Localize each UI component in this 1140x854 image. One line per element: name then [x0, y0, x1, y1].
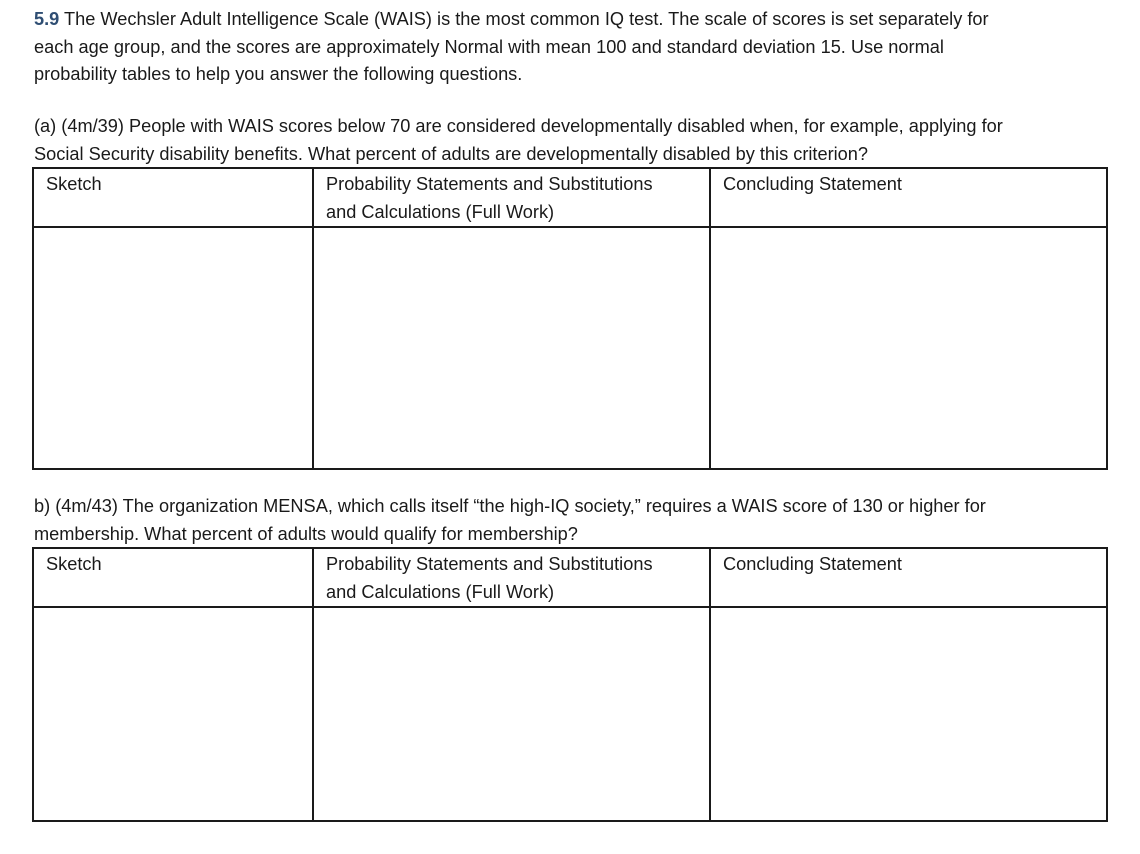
part-b-line-1: b) (4m/43) The organization MENSA, which calls itself “the high-IQ society,” requires a WAIS score of 130 or higher for	[34, 496, 986, 516]
part-b-work-table	[32, 547, 1108, 822]
part-b-concluding-answer-cell[interactable]	[710, 607, 1107, 821]
part-a-concluding-answer-cell[interactable]	[710, 227, 1107, 469]
part-b-probability-header: Probability Statements and Substitutions and Calculations (Full Work)	[313, 548, 710, 607]
part-b-header-row	[33, 548, 1107, 607]
part-a-probability-header: Probability Statements and Substitutions and Calculations (Full Work)	[313, 168, 710, 227]
problem-intro	[34, 6, 989, 89]
part-a-line-1: (a) (4m/39) People with WAIS scores below 70 are considered developmentally disabled when, for example, applying for	[34, 116, 1003, 136]
part-a-work-table	[32, 167, 1108, 470]
part-b-sketch-header: Sketch	[33, 548, 313, 607]
problem-number: 5.9	[34, 9, 60, 29]
part-a-question	[34, 113, 1003, 168]
part-a-concluding-header: Concluding Statement	[710, 168, 1107, 227]
part-a-header-row	[33, 168, 1107, 227]
problem-intro-line-3: probability tables to help you answer the following questions.	[34, 64, 523, 84]
part-b-answer-row	[33, 607, 1107, 821]
part-b-question	[34, 493, 986, 548]
part-b-line-2: membership. What percent of adults would qualify for membership?	[34, 523, 578, 544]
part-a-sketch-answer-cell[interactable]	[33, 227, 313, 469]
part-b-sketch-answer-cell[interactable]	[33, 607, 313, 821]
part-a-probability-answer-cell[interactable]	[313, 227, 710, 469]
part-b-concluding-header: Concluding Statement	[710, 548, 1107, 607]
part-b-probability-answer-cell[interactable]	[313, 607, 710, 821]
problem-intro-line-1: 5.9 The Wechsler Adult Intelligence Scale (WAIS) is the most common IQ test. The scale of scores is set separately for	[34, 9, 989, 29]
part-a-line-2: Social Security disability benefits. What percent of adults are developmentally disabled by this criterion?	[34, 143, 869, 164]
part-a-sketch-header: Sketch	[33, 168, 313, 227]
problem-intro-line-2: each age group, and the scores are approximately Normal with mean 100 and standard deviation 15. Use normal	[34, 36, 944, 57]
part-a-answer-row	[33, 227, 1107, 469]
